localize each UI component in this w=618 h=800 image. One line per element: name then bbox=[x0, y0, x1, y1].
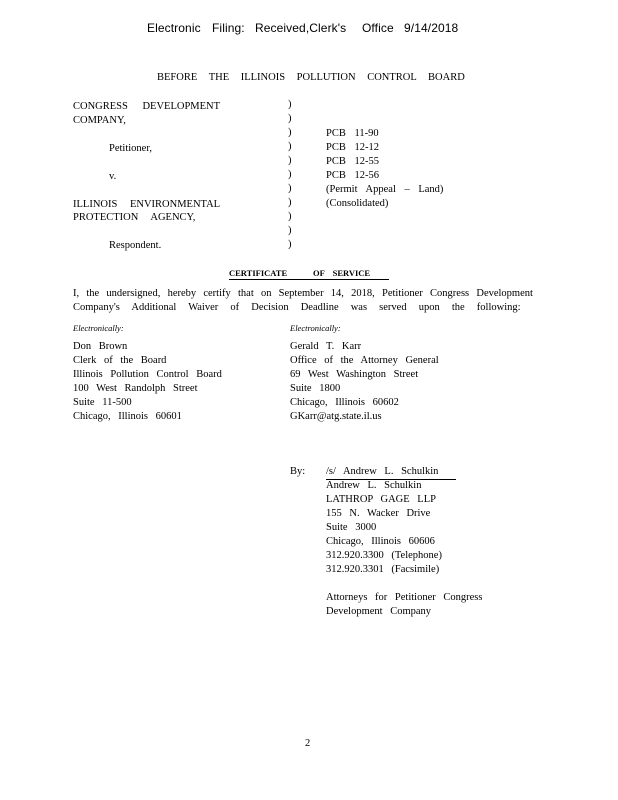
paren: ) bbox=[288, 239, 292, 250]
case-number: PCB 12-12 bbox=[326, 142, 379, 153]
firm-address-line: 155 N. Wacker Drive bbox=[326, 508, 431, 519]
page-number: 2 bbox=[305, 738, 311, 749]
case-number: PCB 12-55 bbox=[326, 156, 379, 167]
stamp-word-electronic: Electronic bbox=[147, 21, 201, 35]
service-method-left: Electronically: bbox=[73, 323, 124, 333]
petitioner-role: Petitioner, bbox=[109, 143, 153, 154]
signature-block bbox=[326, 479, 442, 577]
certificate-body-line-2: Company's Additional Waiver of Decision Deadline was served upon the following: bbox=[73, 302, 521, 313]
certificate-body-line-1: I, the undersigned, hereby certify that on September 14, 2018, Petitioner Congress Development bbox=[73, 288, 533, 299]
address-line: 100 West Randolph Street bbox=[73, 383, 198, 394]
document-title: BEFORE THE ILLINOIS POLLUTION CONTROL BOARD bbox=[157, 72, 465, 83]
attorneys-for-line-2: Development Company bbox=[326, 606, 432, 617]
paren: ) bbox=[288, 141, 292, 152]
firm-facsimile: 312.920.3301 (Facsimile) bbox=[326, 564, 440, 575]
case-type: (Permit Appeal – Land) bbox=[326, 184, 444, 195]
signature-line bbox=[326, 465, 456, 480]
firm-telephone: 312.920.3300 (Telephone) bbox=[326, 550, 442, 561]
certificate-heading-word-2: OF SERVICE bbox=[313, 268, 371, 278]
address-line: Suite 11-500 bbox=[73, 397, 132, 408]
service-address-left bbox=[73, 340, 222, 424]
paren: ) bbox=[288, 155, 292, 166]
paren: ) bbox=[288, 211, 292, 222]
respondent-role: Respondent. bbox=[109, 240, 162, 251]
paren: ) bbox=[288, 183, 292, 194]
address-line: Clerk of the Board bbox=[73, 355, 167, 366]
paren: ) bbox=[288, 99, 292, 110]
paren: ) bbox=[288, 113, 292, 124]
signature-by: By: bbox=[290, 466, 306, 477]
address-line: Don Brown bbox=[73, 341, 128, 352]
service-method-right: Electronically: bbox=[290, 323, 341, 333]
address-line: Chicago, Illinois 60601 bbox=[73, 411, 182, 422]
address-line: Office of the Attorney General bbox=[290, 355, 439, 366]
firm-address-line: Suite 3000 bbox=[326, 522, 377, 533]
electronic-signature: /s/ Andrew L. Schulkin bbox=[326, 465, 456, 480]
stamp-word-received: Received,Clerk's bbox=[255, 21, 347, 35]
certificate-heading bbox=[229, 268, 389, 280]
certificate-heading-word-1: CERTIFICATE bbox=[229, 268, 288, 278]
case-number: PCB 12-56 bbox=[326, 170, 379, 181]
respondent-name-line-1: ILLINOIS ENVIRONMENTAL bbox=[73, 199, 221, 210]
paren: ) bbox=[288, 225, 292, 236]
consolidated-note: (Consolidated) bbox=[326, 198, 389, 209]
address-line: Gerald T. Karr bbox=[290, 341, 362, 352]
email-address: GKarr@atg.state.il.us bbox=[290, 411, 382, 422]
petitioner-name-line-2: COMPANY, bbox=[73, 115, 126, 126]
service-address-right bbox=[290, 340, 439, 424]
caption-parentheses bbox=[288, 98, 292, 252]
address-line: Suite 1800 bbox=[290, 383, 341, 394]
firm-name: LATHROP GAGE LLP bbox=[326, 494, 436, 505]
paren: ) bbox=[288, 169, 292, 180]
paren: ) bbox=[288, 197, 292, 208]
versus: v. bbox=[109, 171, 117, 182]
address-line: Chicago, Illinois 60602 bbox=[290, 397, 399, 408]
address-line: Illinois Pollution Control Board bbox=[73, 369, 222, 380]
address-line: 69 West Washington Street bbox=[290, 369, 419, 380]
signer-name: Andrew L. Schulkin bbox=[326, 480, 422, 491]
paren: ) bbox=[288, 127, 292, 138]
stamp-word-office: Office bbox=[362, 21, 394, 35]
attorneys-for-line-1: Attorneys for Petitioner Congress bbox=[326, 592, 483, 603]
stamp-word-filing: Filing: bbox=[212, 21, 245, 35]
respondent-name-line-2: PROTECTION AGENCY, bbox=[73, 212, 196, 223]
petitioner-name-line-1: CONGRESS DEVELOPMENT bbox=[73, 101, 221, 112]
case-number: PCB 11-90 bbox=[326, 128, 379, 139]
firm-address-line: Chicago, Illinois 60606 bbox=[326, 536, 435, 547]
stamp-date: 9/14/2018 bbox=[404, 21, 459, 35]
